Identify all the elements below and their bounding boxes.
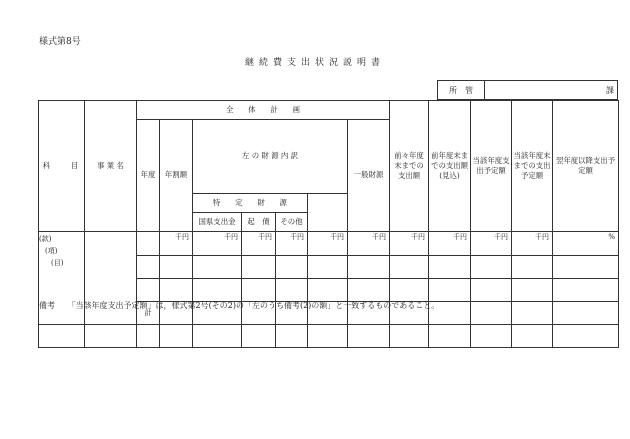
general-funds-cell[interactable] bbox=[308, 255, 348, 278]
jurisdiction-table bbox=[437, 80, 618, 100]
unit-label: 千円 bbox=[411, 232, 426, 241]
next-year-planned-cell[interactable] bbox=[512, 278, 553, 301]
year-cell[interactable] bbox=[137, 324, 160, 347]
national-grant-cell[interactable] bbox=[193, 231, 242, 255]
bonds-cell[interactable] bbox=[242, 324, 276, 347]
prev-expenditure-header: 前年度末までの支出額(見込) bbox=[429, 101, 471, 232]
cumulative-planned-cell[interactable] bbox=[471, 255, 512, 278]
overall-plan-header: 全 体 計 画 bbox=[137, 101, 390, 120]
percent-label: % bbox=[608, 232, 616, 241]
prev-expenditure-cell[interactable] bbox=[390, 278, 429, 301]
general-funds-cell[interactable] bbox=[308, 231, 348, 255]
unit-label: 千円 bbox=[224, 232, 238, 241]
jurisdiction-department-field[interactable] bbox=[485, 81, 618, 100]
national-grant-cell[interactable] bbox=[193, 255, 242, 278]
year-cell[interactable] bbox=[137, 231, 160, 255]
progress-rate-cell[interactable] bbox=[553, 278, 619, 301]
cumulative-planned-total-cell[interactable] bbox=[471, 301, 512, 324]
other-funds-cell[interactable] bbox=[276, 278, 308, 301]
unit-label: 千円 bbox=[535, 232, 550, 241]
prev2-expenditure-cell[interactable] bbox=[348, 278, 390, 301]
section-label: (款) bbox=[39, 234, 52, 243]
prev2-expenditure-cell[interactable] bbox=[348, 324, 390, 347]
item-label: (項) bbox=[45, 246, 58, 255]
annual-amount-cell[interactable] bbox=[160, 278, 193, 301]
annual-amount-cell[interactable] bbox=[160, 231, 193, 255]
year-cell[interactable] bbox=[137, 255, 160, 278]
note-text: 「当該年度支出予定額」は，様式第2号(その2)の「左のうち備考(2)の額」と一致するものであること。 bbox=[67, 301, 440, 310]
year-header: 年度 bbox=[137, 120, 160, 232]
other-funds-cell[interactable] bbox=[276, 255, 308, 278]
specific-funds-header: 特 定 財 源 bbox=[193, 193, 308, 212]
current-planned-cell[interactable] bbox=[429, 231, 471, 255]
bonds-cell[interactable] bbox=[242, 278, 276, 301]
subject-header: 科 目 bbox=[39, 101, 85, 232]
cumulative-planned-cell[interactable] bbox=[471, 324, 512, 347]
general-funds-header: 一般財源 bbox=[348, 120, 390, 232]
funding-breakdown-header: 左 の 財 源 内 訳 bbox=[193, 120, 348, 194]
annual-amount-header: 年割額 bbox=[160, 120, 193, 232]
prev2-expenditure-cell[interactable] bbox=[348, 255, 390, 278]
subject-cell[interactable] bbox=[39, 324, 85, 347]
unit-label: 千円 bbox=[494, 232, 509, 241]
general-funds-cell[interactable] bbox=[308, 278, 348, 301]
jurisdiction-label: 所 管 bbox=[438, 81, 485, 100]
cumulative-planned-cell[interactable] bbox=[471, 278, 512, 301]
general-funds-cell[interactable] bbox=[308, 324, 348, 347]
prev-expenditure-cell[interactable] bbox=[390, 255, 429, 278]
current-planned-cell[interactable] bbox=[429, 324, 471, 347]
annual-amount-cell[interactable] bbox=[160, 324, 193, 347]
next-year-planned-cell[interactable] bbox=[512, 255, 553, 278]
cumulative-planned-cell[interactable] bbox=[471, 231, 512, 255]
table-row bbox=[39, 324, 619, 347]
subitem-label: (目) bbox=[51, 258, 64, 267]
next-year-planned-header: 翌年度以降支出予定額 bbox=[553, 101, 619, 232]
bonds-cell[interactable] bbox=[242, 255, 276, 278]
national-grant-cell[interactable] bbox=[193, 324, 242, 347]
project-name-header: 事 業 名 bbox=[85, 101, 137, 232]
prev-expenditure-cell[interactable] bbox=[390, 324, 429, 347]
progress-rate-cell[interactable] bbox=[553, 231, 619, 255]
national-grant-header: 国県支出金 bbox=[193, 212, 242, 231]
document-title: 継続費支出状況説明書 bbox=[244, 58, 385, 68]
project-name-cell[interactable] bbox=[85, 324, 137, 347]
annual-amount-cell[interactable] bbox=[160, 255, 193, 278]
unit-label: 千円 bbox=[175, 232, 189, 241]
other-funds-header: その他 bbox=[276, 212, 308, 231]
unit-label: 千円 bbox=[290, 232, 304, 241]
department-suffix: 課 bbox=[606, 85, 614, 95]
progress-rate-cell[interactable] bbox=[553, 324, 619, 347]
total-label: 計 bbox=[137, 301, 160, 324]
other-funds-cell[interactable] bbox=[276, 231, 308, 255]
current-planned-cell[interactable] bbox=[429, 255, 471, 278]
next-year-planned-cell[interactable] bbox=[512, 324, 553, 347]
progress-rate-cell[interactable] bbox=[553, 255, 619, 278]
footnote bbox=[39, 300, 439, 311]
next-year-planned-total-cell[interactable] bbox=[512, 301, 553, 324]
prev-expenditure-cell[interactable] bbox=[390, 231, 429, 255]
national-grant-cell[interactable] bbox=[193, 278, 242, 301]
next-year-planned-cell[interactable] bbox=[512, 231, 553, 255]
prev2-expenditure-cell[interactable] bbox=[348, 231, 390, 255]
unit-label: 千円 bbox=[372, 232, 387, 241]
unit-label: 千円 bbox=[453, 232, 468, 241]
other-funds-cell[interactable] bbox=[276, 324, 308, 347]
unit-label: 千円 bbox=[258, 232, 272, 241]
bonds-cell[interactable] bbox=[242, 231, 276, 255]
current-planned-header: 当該年度支出予定額 bbox=[471, 101, 512, 232]
table-row bbox=[39, 231, 619, 255]
progress-rate-total-cell[interactable] bbox=[553, 301, 619, 324]
bonds-header: 起 債 bbox=[242, 212, 276, 231]
prev2-expenditure-header: 前々年度末までの支出額 bbox=[390, 101, 429, 232]
form-number: 様式第8号 bbox=[39, 37, 81, 47]
unit-label: 千円 bbox=[330, 232, 344, 241]
current-planned-cell[interactable] bbox=[429, 278, 471, 301]
year-cell[interactable] bbox=[137, 278, 160, 301]
note-label: 備考 bbox=[39, 301, 55, 310]
cumulative-planned-header: 当該年度末までの支出予定額 bbox=[512, 101, 553, 232]
